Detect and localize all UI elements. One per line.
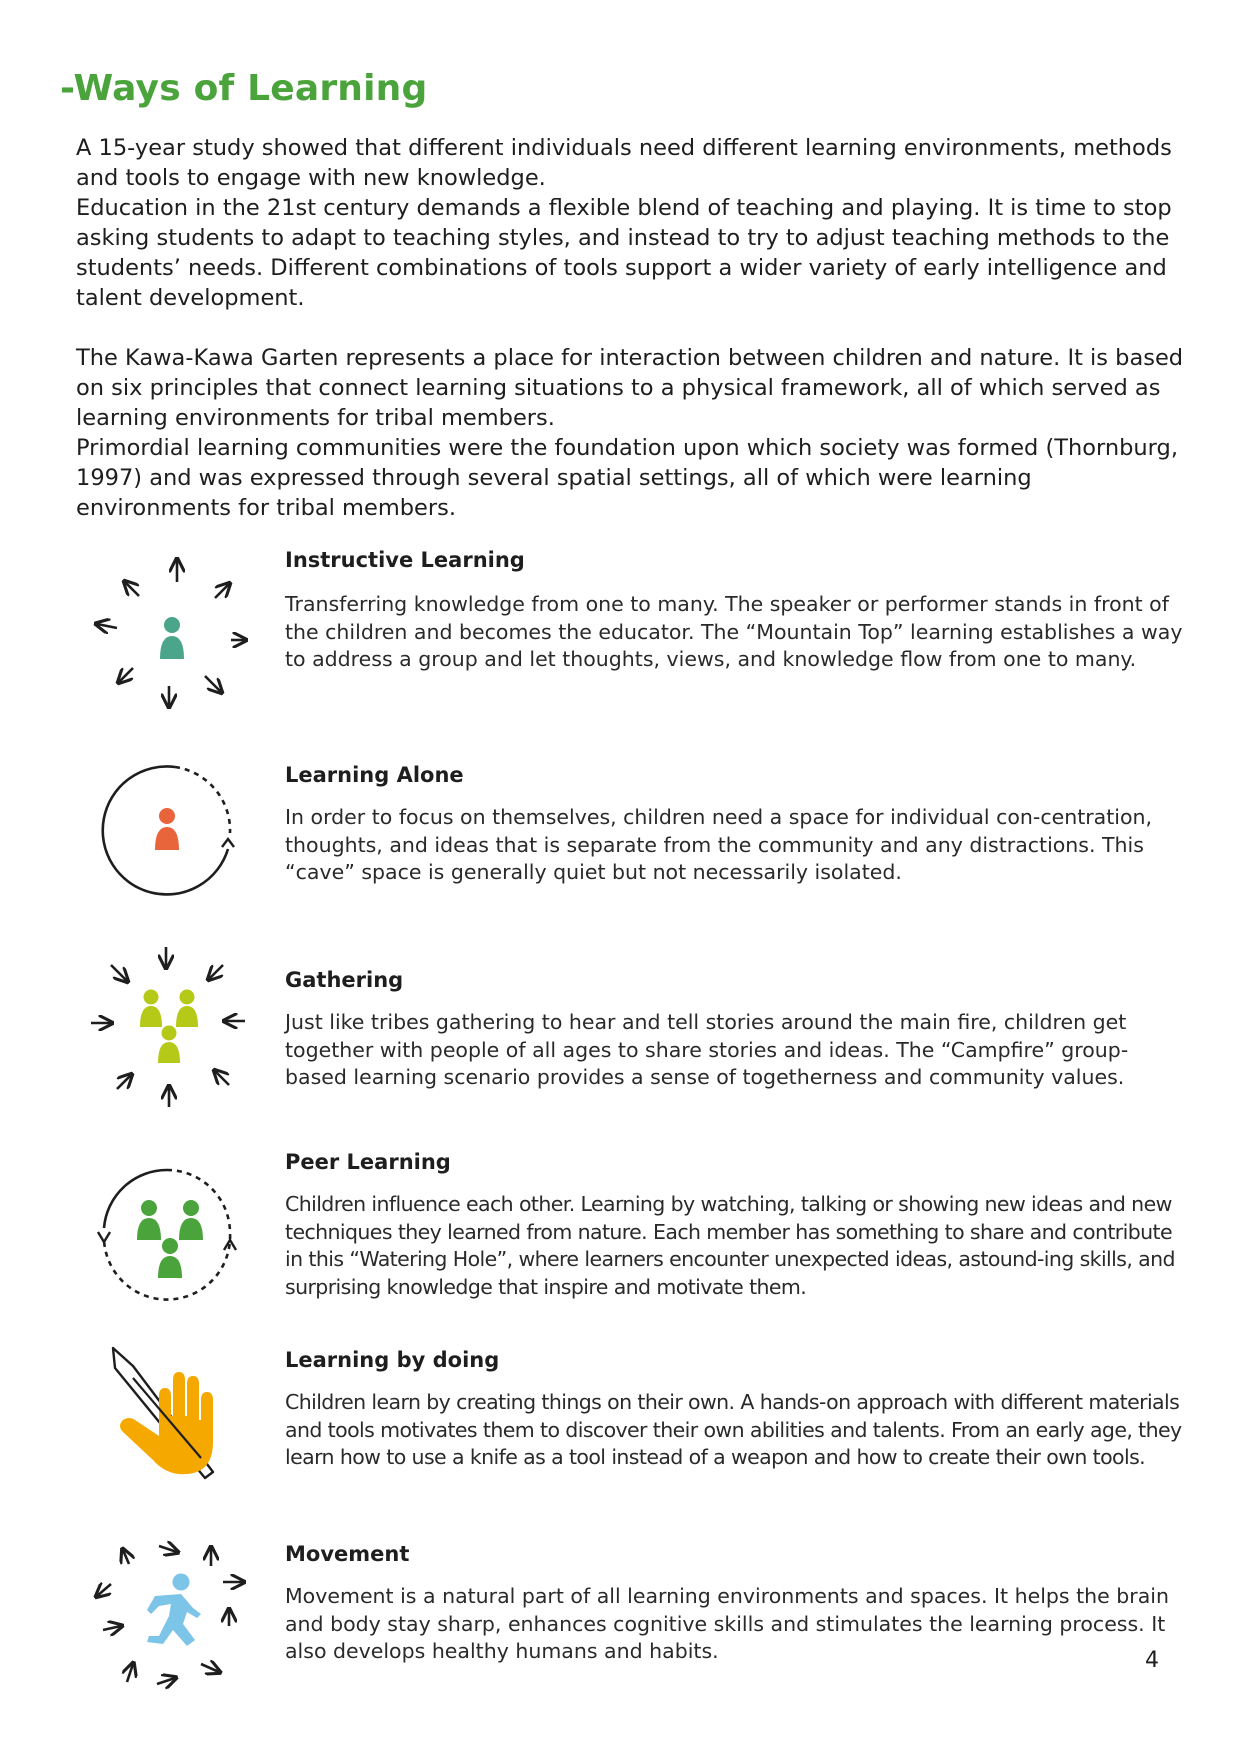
section-title: Instructive Learning — [285, 548, 525, 572]
intro-paragraph: Primordial learning communities were the foundation upon which society was formed (Thornburg, 1997) and was expressed through several spatial settings, all of which were learning environments for tribal members. — [76, 435, 1178, 521]
converging-arrows-group-icon — [85, 945, 255, 1115]
section-description: Children learn by creating things on their own. A hands-on approach with different materials and tools motivates them to discover their own abilities and talents. From an early age, they learn how to use a knife as a tool instead of a weapon and how to create their own tools. — [285, 1390, 1182, 1469]
running-person-icon — [85, 1536, 255, 1701]
section-title: Peer Learning — [285, 1150, 451, 1174]
section-title: Learning by doing — [285, 1348, 500, 1372]
section-description: Just like tribes gathering to hear and tell stories around the main fire, children get together with people of all ages to share stories and ideas. The “Campfire” group-based learning scenario provides a sense of togetherness and community values. — [285, 1010, 1129, 1089]
page-number: 4 — [1145, 1648, 1159, 1673]
intro-paragraph: The Kawa-Kawa Garten represents a place for interaction between children and nature. It is based on six principles that connect learning situations to a physical framework, all of which served as learning environments for tribal members. — [76, 345, 1184, 431]
section-title: Gathering — [285, 968, 404, 992]
section-description: In order to focus on themselves, children need a space for individual con-centration, thoughts, and ideas that is separate from the community and any distractions. This “cave” space is generally quiet but not necessarily isolated. — [285, 805, 1153, 884]
intro-paragraph: A 15-year study showed that different individuals need different learning environments, methods and tools to engage with new knowledge. — [76, 135, 1172, 191]
circled-person-icon — [100, 763, 240, 903]
section-title: Learning Alone — [285, 763, 464, 787]
page-title: -Ways of Learning — [60, 68, 428, 109]
radiating-arrows-person-icon — [85, 548, 265, 718]
section-description: Movement is a natural part of all learning environments and spaces. It helps the brain and body stay sharp, enhances cognitive skills and stimulates the learning process. It also develops healthy humans and habits. — [285, 1584, 1169, 1663]
circled-group-icon — [92, 1158, 242, 1308]
intro-text — [76, 133, 1186, 523]
section-title: Movement — [285, 1542, 410, 1566]
hand-knife-icon — [105, 1346, 235, 1486]
section-description: Children influence each other. Learning by watching, talking or showing new ideas and new techniques they learned from nature. Each member has something to share and contribute in this “Watering Hole”, where learners encounter unexpected ideas, astound-ing skills, and surprising knowledge that inspire and motivate them. — [285, 1192, 1175, 1299]
intro-paragraph: Education in the 21st century demands a flexible blend of teaching and playing. It is time to stop asking students to adapt to teaching styles, and instead to try to adjust teaching methods to the students’ needs. Different combinations of tools support a wider variety of early intelligence and talent development. — [76, 195, 1172, 311]
section-description: Transferring knowledge from one to many. The speaker or performer stands in front of the children and becomes the educator. The “Mountain Top” learning establishes a way to address a group and let thoughts, views, and knowledge flow from one to many. — [285, 592, 1183, 671]
